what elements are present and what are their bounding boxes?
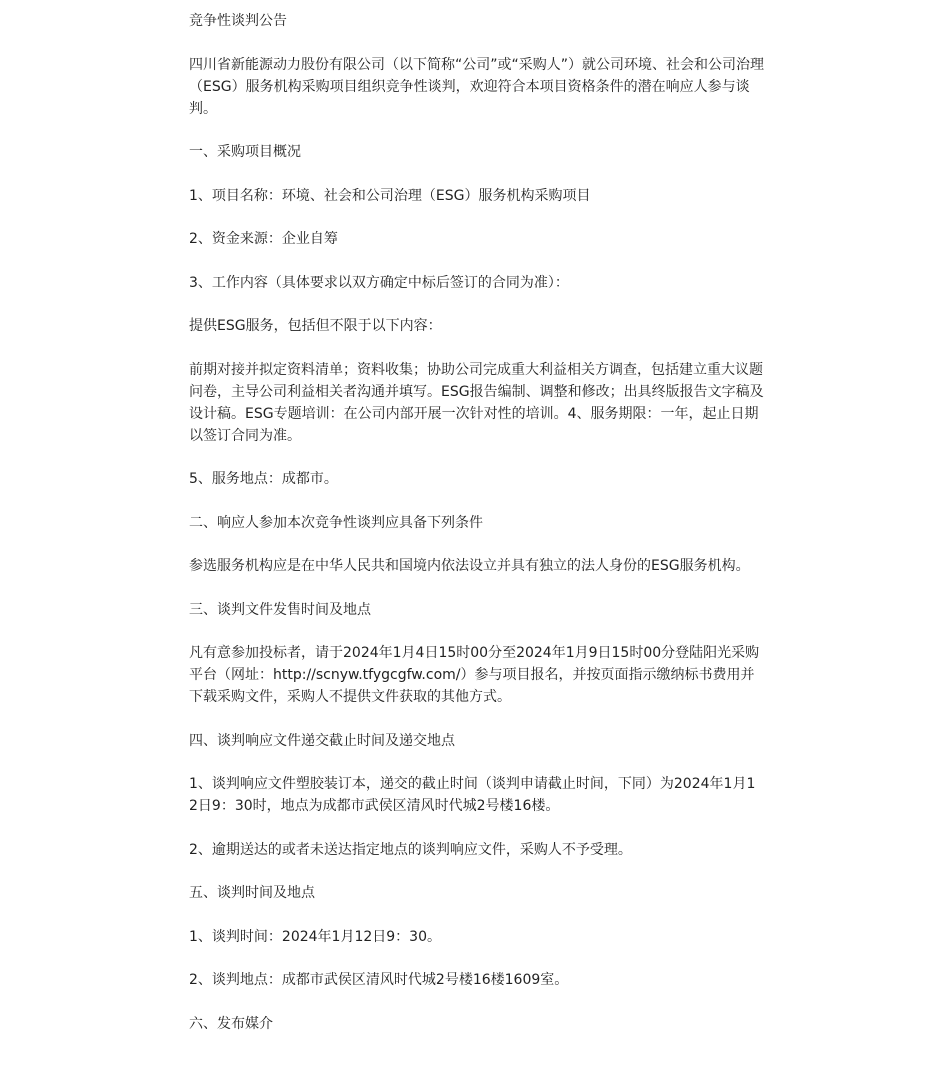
work-content-item: 3、工作内容（具体要求以双方确定中标后签订的合同为准）： [189,274,569,291]
funding-source-item: 2、资金来源：企业自筹 [189,231,338,247]
section-heading-publication-media: 六、发布媒介 [189,1015,273,1032]
work-content-detail: 前期对接并拟定资料清单；资料收集；协助公司完成重大利益相关方调查，包括建立重大议题问卷，主导公司利益相关者沟通并填写。ESG报告编制、调整和修改；出具终版报告文字稿及设计稿。ESG专题培训：在公司内部开展一次针对性的培训。4、服务期限：一年，起止日期以签订合同为准。 [189,361,764,444]
service-location-item: 5、服务地点：成都市。 [189,471,338,487]
late-submission-item: 2、逾期送达的或者未送达指定地点的谈判响应文件，采购人不予受理。 [189,841,632,858]
qualification-body: 参选服务机构应是在中华人民共和国境内依法设立并具有独立的法人身份的ESG服务机构。 [189,558,750,574]
work-content-intro: 提供ESG服务，包括但不限于以下内容： [189,318,442,334]
section-heading-submission-deadline: 四、谈判响应文件递交截止时间及递交地点 [189,732,455,749]
negotiation-time-item: 1、谈判时间：2024年1月12日9：30。 [189,928,441,945]
submission-deadline-item: 1、谈判响应文件塑胶装订本，递交的截止时间（谈判申请截止时间，下同）为2024年1月12日9：30时，地点为成都市武侯区清风时代城2号楼16楼。 [189,776,756,814]
intro-paragraph: 四川省新能源动力股份有限公司（以下简称“公司”或“采购人”）就公司环境、社会和公司治理（ESG）服务机构采购项目组织竞争性谈判，欢迎符合本项目资格条件的潜在响应人参与谈判。 [189,56,765,117]
project-name-item: 1、项目名称：环境、社会和公司治理（ESG）服务机构采购项目 [189,187,591,204]
page-title: 竞争性谈判公告 [189,13,287,29]
section-heading-negotiation-time: 五、谈判时间及地点 [189,885,315,901]
section-heading-procurement-overview: 一、采购项目概况 [189,144,301,160]
announcement-article [189,10,764,1056]
section-heading-qualification: 二、响应人参加本次竞争性谈判应具备下列条件 [189,514,483,531]
negotiation-location-item: 2、谈判地点：成都市武侯区清风时代城2号楼16楼1609室。 [189,972,569,988]
section-heading-document-sale: 三、谈判文件发售时间及地点 [189,601,371,618]
document-sale-body: 凡有意参加投标者，请于2024年1月4日15时00分至2024年1月9日15时00分登陆阳光采购平台（网址：http://scnyw.tfygcgfw.com/）参与项目报名，并按页面指示缴纳标书费用并下载采购文件，采购人不提供文件获取的其他方式。 [189,645,760,705]
